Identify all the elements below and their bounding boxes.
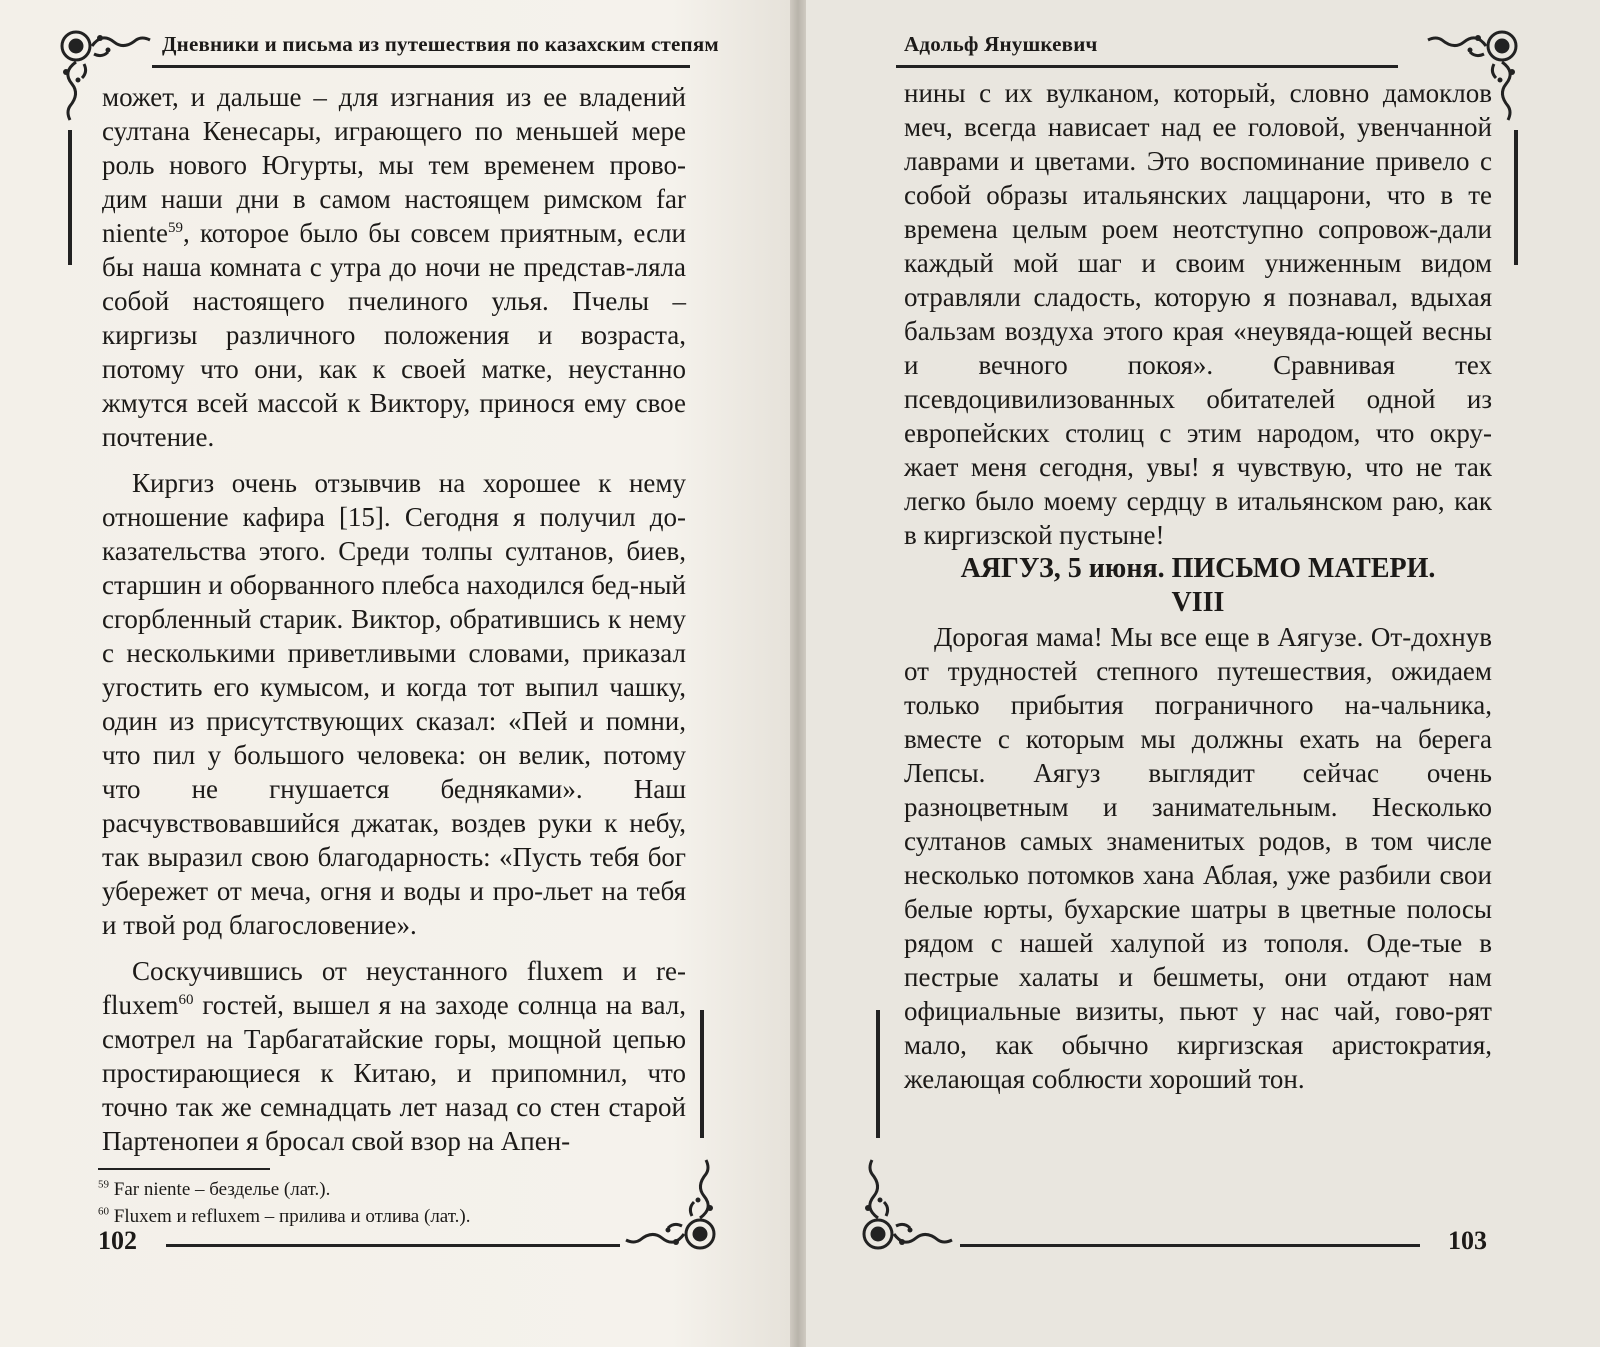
left-running-head: Дневники и письма из путешествия по казахским степям [162,32,719,56]
left-page-text [102,80,686,1158]
right-page-number: 103 [1448,1226,1487,1255]
footnote-rule [98,1168,270,1170]
section-title: АЯГУЗ, 5 июня. ПИСЬМО МАТЕРИ. [960,553,1436,584]
left-page-number: 102 [98,1226,137,1255]
footnote-ref-59[interactable]: 59 [167,220,183,236]
footnotes [98,1176,470,1230]
left-p1-line-2: султана Кенесары, играющего по меньшей мере [102,116,686,146]
right-margin-bar-top [1514,130,1518,265]
left-header-rule [152,65,690,68]
footnote-59 [98,1176,470,1203]
right-footer-rule [960,1244,1420,1247]
left-paragraph-2: Киргиз очень отзывчив на хорошее к нему отношение кафира [15]. Сегодня я получил до-казательства этого. Среди толпы султанов, биев, старшин и оборванного плебса находился бед-ный сгорбленный старик. Виктор, обратившись к нему с несколькими приветливыми словами, приказал угостить его кумысом, и когда тот выпил чашку, один из присутствующих сказал: «Пей и помни, что пил у большого человека: он велик, потому что не гнушается бедняками». Наш расчувствовавшийся джатак, воздев руки к небу, так выразил свою благодарность: «Пусть тебя бог убережет от меча, огня и воды и про-льет на тебя и твой род благословение». [102,468,686,940]
corner-ornament-top-right-icon [1420,20,1530,130]
corner-ornament-bottom-right-icon [618,1150,728,1260]
left-paragraph-1 [102,80,686,454]
footnote-ref-60[interactable]: 60 [178,992,194,1008]
left-p3-a: Соскучившись от неустанного fluxem и re-fluxem [102,956,686,1020]
left-p1-line-3: роль нового Югурты, мы тем временем прово- [102,150,686,180]
left-margin-bar-top [68,130,72,265]
footnote-text: Fluxem и refluxem – прилива и отлива (лат.). [113,1206,471,1227]
footnote-text: Far niente – безделье (лат.). [113,1179,331,1200]
left-p1-rest: , которое было бы совсем приятным, если бы наша комната с утра до ночи не представ-ляла собой настоящего пчелиного улья. Пчелы – киргизы различного положения и возраста, потому что они, как к своей матке, неустанно жмутся всей массой к Виктору, принося ему свое почтение. [102,218,686,452]
right-paragraph-2: Дорогая мама! Мы все еще в Аягузе. От-дохнув от трудностей степного путешествия, ожидаем только прибытия пограничного на-чальника, вместе с которым мы должны ехать на берега Лепсы. Аягуз выглядит сейчас очень разноцветным и занимательным. Несколько султанов самых знаменитых родов, в том числе несколько потомков хана Аблая, уже разбили свои белые юрты, бухарские шатры в цветные полосы рядом с нашей халупой из тополя. Оде-тые в пестрые халаты и бешметы, они отдают нам официальные визиты, пьют у нас чай, гово-рят мало, как обычно киргизская аристократия, желающая соблюсти хороший тон. [904,622,1492,1094]
right-page-text [904,76,1492,1096]
book-gutter [790,0,806,1347]
right-header-rule [896,65,1398,68]
section-number: VIII [1171,587,1225,618]
footnote-num: 60 [98,1205,109,1218]
right-paragraph-1: нины с их вулканом, который, словно дамоклов меч, всегда нависает над ее головой, увенчанной лаврами и цветами. Это воспоминание привело с собой образы итальянских лаццарони, что в те времена целым роем неотступно сопровож-дали каждый мой шаг и своим униженным видом отравляли сладость, которую я познавал, вдыхая бальзам воздуха этого края «неувяда-ющей весны и вечного покоя». Сравнивая тех псевдоцивилизованных обитателей одной из европейских столиц с этим народом, что окру-жает меня сегодня, увы! я чувствую, что не так легко было моему сердцу в итальянском раю, как в киргизской пустыне! [904,78,1492,550]
left-p1-niente: niente [102,218,168,248]
footnote-num: 59 [98,1178,109,1191]
left-p1-line-1: может, и дальше – для изгнания из ее владений [102,82,686,112]
footnote-60 [98,1203,470,1230]
left-footer-rule [166,1244,620,1247]
right-running-head: Адольф Янушкевич [904,32,1098,56]
left-paragraph-3 [102,954,686,1158]
left-p1-line-4: дим наши дни в самом настоящем римском far [102,184,686,214]
left-p3-b: гостей, вышел я на заходе солнца на вал, смотрел на Тарбагатайские горы, мощной цепью простирающиеся к Китаю, и припомнил, что точно так же семнадцать лет назад со стен старой Партенопеи я бросал свой взор на Апен- [102,990,686,1156]
corner-ornament-bottom-left-icon [850,1150,960,1260]
left-page [0,0,790,1347]
right-margin-bar-bottom [876,1010,880,1138]
left-margin-bar-bottom [700,1010,704,1138]
